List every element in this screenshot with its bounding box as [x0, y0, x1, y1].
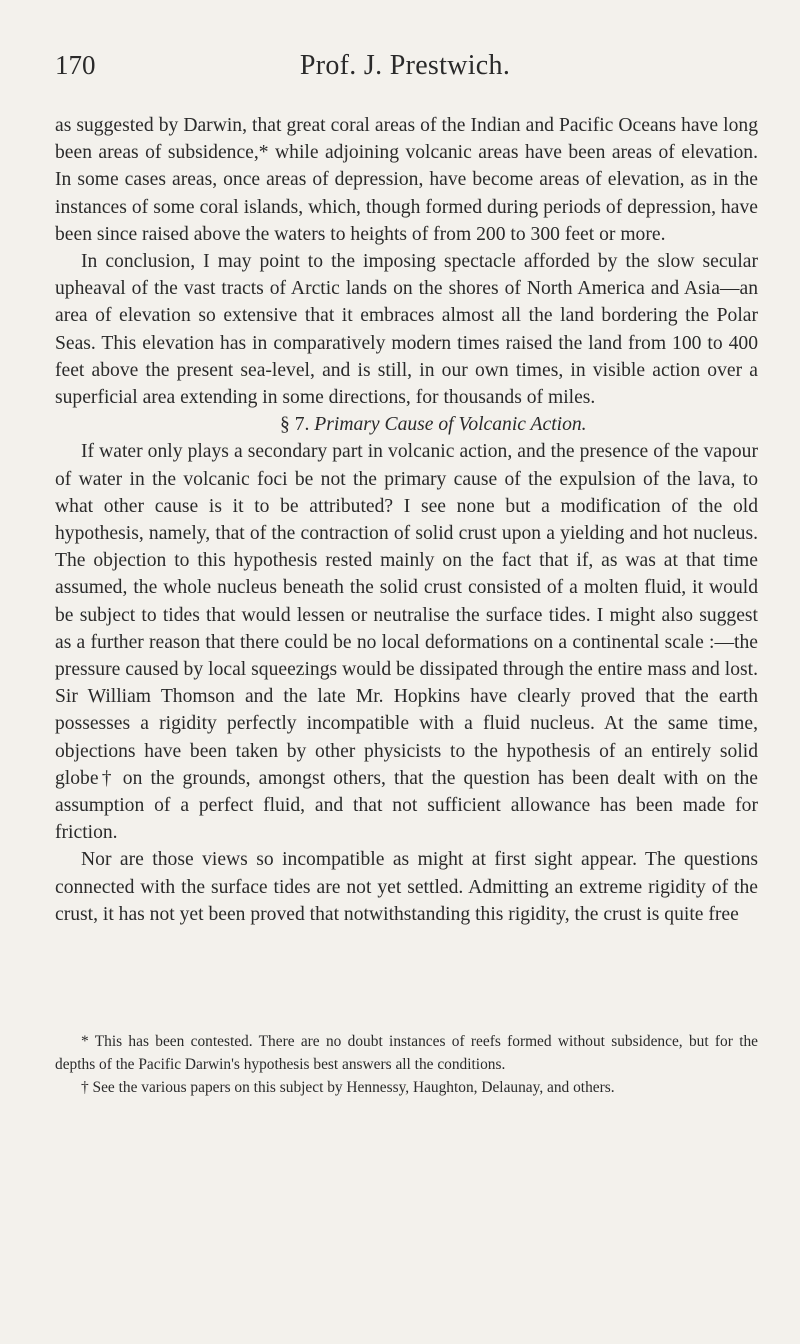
paragraph: In conclusion, I may point to the imposing spectacle afforded by the slow secular upheaval of the vast tracts of Arctic lands on the shores of North America and Asia—an area of elevation so extensive that it embraces almost all the land bordering the Polar Seas. This elevation has in comparatively modern times raised the land from 100 to 400 feet above the present sea-level, and is still, in our own times, in visible action over a superficial area extending in some directions, for thousands of miles. — [55, 251, 758, 409]
paragraph: as suggested by Darwin, that great coral areas of the Indian and Pacific Oceans have long been areas of subsidence,* while adjoining volcanic areas have been areas of elevation. In some cases areas, once areas of depression, have become areas of elevation, as in the instances of some coral islands, which, though formed during periods of depression, have been since raised above the waters to heights of from 200 to 300 feet or more. — [55, 115, 758, 245]
section-title: Primary Cause of Volcanic Action. — [314, 414, 587, 436]
footnotes — [55, 1030, 758, 1099]
running-head: Prof. J. Prestwich. — [299, 50, 511, 81]
page-number: 170 — [55, 50, 96, 80]
footnote: * This has been contested. There are no doubt instances of reefs formed without subsidence, but for the depths of the Pacific Darwin's hypothesis best answers all the conditions. — [55, 1033, 758, 1073]
footnote: † See the various papers on this subject by Hennessy, Haughton, Delaunay, and others. — [81, 1079, 615, 1096]
paragraph: If water only plays a secondary part in volcanic action, and the presence of the vapour of water in the volcanic foci be not the primary cause of the expulsion of the lava, to what other cause is it to be attributed? I see none but a modification of the old hypothesis, namely, that of the contraction of solid crust upon a yielding and hot nucleus. The objection to this hypothesis rested mainly on the fact that if, as was at that time assumed, the whole nucleus beneath the solid crust consisted of a molten fluid, it would be subject to tides that would lessen or neutralise the surface tides. I might also suggest as a further reason that there could be no local deformations on a continental scale :—the pressure caused by local squeezings would be dissipated through the entire mass and lost. Sir William Thomson and the late Mr. Hopkins have clearly proved that the earth possesses a rigidity perfectly incompatible with a fluid nucleus. At the same time, objections have been taken by other physicists to the hypothesis of an entirely solid globe† on the grounds, amongst others, that the question has been dealt with on the assumption of a perfect fluid, and that not sufficient allowance has been made for friction. — [55, 441, 758, 844]
page-header — [55, 50, 755, 90]
section-number: § 7. — [280, 414, 310, 436]
paragraph: Nor are those views so incompatible as might at first sight appear. The questions connected with the surface tides are not yet settled. Admitting an extreme rigidity of the crust, it has not yet been proved that notwithstanding this rigidity, the crust is quite free — [55, 849, 758, 925]
main-text — [55, 112, 758, 928]
section-heading — [55, 411, 758, 438]
